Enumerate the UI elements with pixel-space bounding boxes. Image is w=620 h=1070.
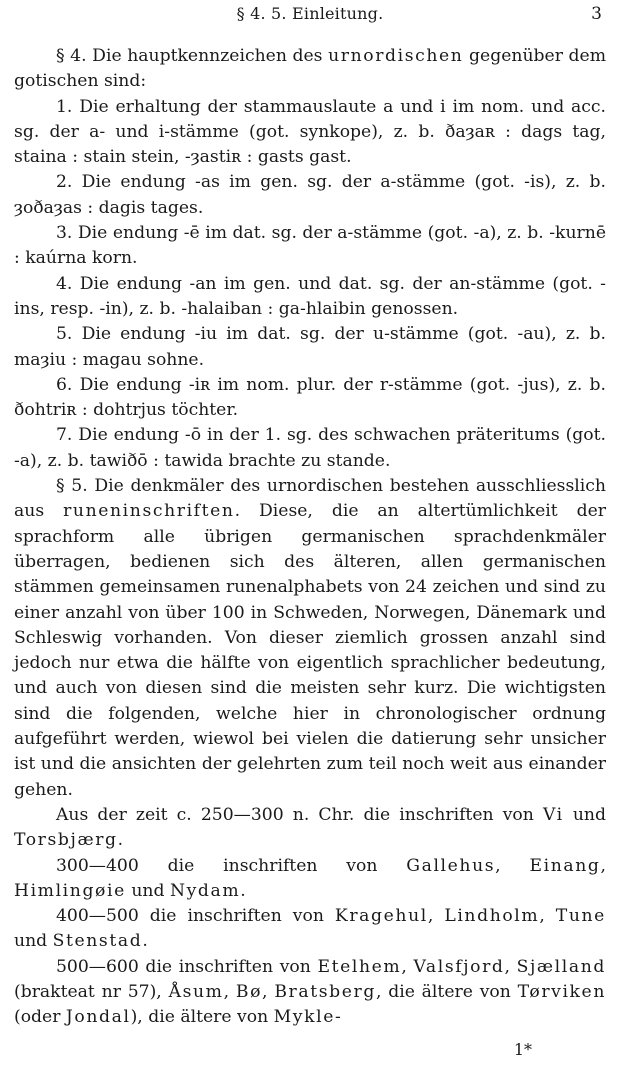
spaced-term: runeninschriften <box>63 501 235 522</box>
place-name: Himlingøie <box>14 880 126 901</box>
section-header-title: § 4. 5. Einleitung. <box>236 4 384 23</box>
place-name: Bø <box>235 981 263 1002</box>
place-name: Bratsberg <box>274 981 376 1002</box>
place-name: Stenstad <box>52 931 143 952</box>
list-item: 6. Die endung -iʀ im nom. plur. der r-stämme (got. -jus), z. b. ðohtriʀ : dohtrjus töchter. <box>14 374 606 421</box>
place-name: Nydam <box>169 880 241 901</box>
list-item: 3. Die endung -ē im dat. sg. der a-stämme (got. -a), z. b. -kurnē : kaúrna korn. <box>14 223 606 269</box>
place-name: Etelhem <box>317 956 402 977</box>
body-text <box>14 44 606 1031</box>
section-5-number: § 5. <box>56 476 88 497</box>
spaced-term: urnordischen <box>328 46 464 66</box>
period-400-500: 400—500 die inschriften von Kragehul, Lindholm, Tune und Stenstad. <box>14 906 606 952</box>
running-head <box>14 4 606 28</box>
period-500-600: 500—600 die inschriften von Etelhem, Valsfjord, Sjælland (brakteat nr 57), Åsum, Bø, Bratsberg, die ältere von Tørviken (oder Jondal), die ältere von Mykle- <box>14 956 606 1028</box>
place-name: Gallehus <box>406 855 496 876</box>
place-name: Tune <box>555 906 606 927</box>
place-name: Valsfjord <box>413 956 505 977</box>
place-name: Lindholm <box>444 906 540 927</box>
place-name: Torsbjærg <box>14 830 118 851</box>
section-4-number: § 4. <box>56 46 87 66</box>
list-item: 2. Die endung -as im gen. sg. der a-stämme (got. -is), z. b. ȝoðaȝas : dagis tages. <box>14 172 606 218</box>
place-name: Sjælland <box>516 956 606 977</box>
place-name: Åsum <box>168 981 224 1002</box>
period-300-400: 300—400 die inschriften von Gallehus, Einang, Himlingøie und Nydam. <box>14 855 606 901</box>
place-name: Jondal <box>65 1007 131 1028</box>
page-number: 3 <box>591 4 602 24</box>
place-name: Tørviken <box>517 981 606 1002</box>
place-name: Einang <box>529 855 601 876</box>
list-item: 4. Die endung -an im gen. und dat. sg. der an-stämme (got. -ins, resp. -in), z. b. -halaiban : ga-hlaibin genossen. <box>14 273 606 319</box>
period-250-300: Aus der zeit c. 250—300 n. Chr. die inschriften von Vi und Torsbjærg. <box>14 804 606 851</box>
signature-mark: 1* <box>513 1040 532 1059</box>
section-5-paragraph: § 5. Die denkmäler des urnordischen bestehen ausschliesslich aus runeninschriften. Diese, die an altertümlichkeit der sprachform alle übrigen germanischen sprachdenkmäler überragen, bedienen sich des älteren, allen germanischen stämmen gemeinsamen runenalphabets von 24 zeichen und sind zu einer anzahl von über 100 in Schweden, Norwegen, Dänemark und Schleswig vorhanden. Von dieser ziemlich grossen anzahl sind jedoch nur etwa die hälfte von eigentlich sprachlicher bedeutung, und auch von diesen sind die meisten sehr kurz. Die wichtigsten sind die folgenden, welche hier in chronologischer ordnung aufgeführt werden, wiewol bei vielen die datierung sehr unsicher ist und die ansichten der gelehrten zum teil noch weit aus einander gehen. <box>14 476 606 800</box>
list-item: 1. Die erhaltung der stammauslaute a und i im nom. und acc. sg. der a- und i-stämme (got. synkope), z. b. ðaȝaʀ : dags tag, staina : stain stein, -ȝastiʀ : gasts gast. <box>14 96 606 168</box>
place-name: Mykle- <box>273 1007 343 1028</box>
place-name: Kragehul <box>334 906 428 927</box>
list-item: 7. Die endung -ō in der 1. sg. des schwachen präteritums (got. -a), z. b. tawiðō : tawida brachte zu stande. <box>14 425 606 471</box>
place-name: Vi <box>542 804 564 825</box>
list-item: 5. Die endung -iu im dat. sg. der u-stämme (got. -au), z. b. maȝiu : magau sohne. <box>14 324 606 370</box>
section-4-paragraph: § 4. Die hauptkennzeichen des urnordischen gegenüber dem gotischen sind: <box>14 46 606 92</box>
